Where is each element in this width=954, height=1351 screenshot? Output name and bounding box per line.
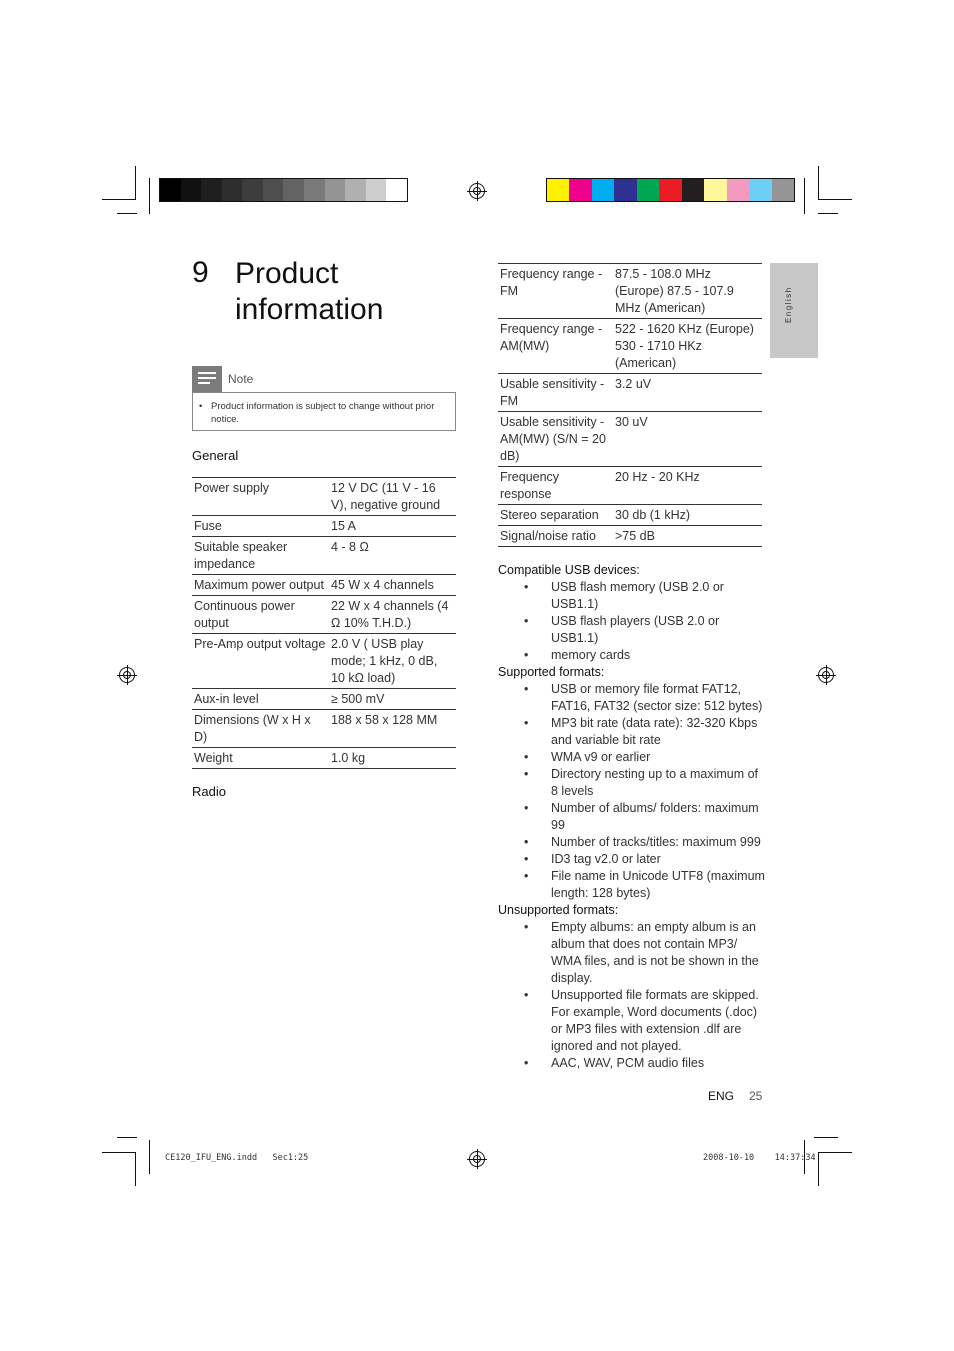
supported-label: Supported formats: (498, 665, 605, 679)
table-row (192, 748, 456, 769)
note-box (192, 392, 456, 431)
spec-name: Frequency range - FM (498, 264, 613, 319)
crop-mark (135, 166, 136, 200)
table-row (192, 596, 456, 634)
table-row (498, 467, 762, 505)
swatch (727, 179, 749, 201)
swatch (304, 179, 325, 201)
crop-mark (818, 166, 819, 200)
table-row (192, 710, 456, 748)
crop-mark (818, 199, 852, 200)
slug-timestamp: 2008-10-10 14:37:34 (703, 1153, 816, 1163)
note-label: Note (228, 372, 254, 386)
radio-spec-table (498, 263, 762, 547)
table-row (192, 575, 456, 596)
table-row (498, 505, 762, 526)
language-tab (770, 263, 818, 358)
spec-value: 22 W x 4 channels (4 Ω 10% T.H.D.) (329, 596, 456, 634)
spec-name: Dimensions (W x H x D) (192, 710, 329, 748)
swatch (345, 179, 366, 201)
spec-name: Continuous power output (192, 596, 329, 634)
table-row (498, 526, 762, 547)
spec-value: ≥ 500 mV (329, 689, 456, 710)
swatch (704, 179, 726, 201)
crop-mark (818, 213, 838, 214)
spec-name: Aux-in level (192, 689, 329, 710)
section-label-radio: Radio (192, 784, 226, 799)
list-item: • USB flash memory (USB 2.0 or USB1.1) (498, 579, 768, 613)
swatch (569, 179, 591, 201)
swatch (547, 179, 569, 201)
page-title: Product information (235, 257, 384, 326)
crop-mark (818, 1152, 819, 1186)
swatch (366, 179, 387, 201)
list-item: • Directory nesting up to a maximum of 8 levels (498, 766, 768, 800)
spec-value: 30 uV (613, 412, 762, 467)
crop-mark (135, 1152, 136, 1186)
table-row (192, 634, 456, 689)
list-item: • Unsupported file formats are skipped. For example, Word documents (.doc) or MP3 files with extension .dlf are ignored and not played. (498, 987, 768, 1055)
table-row (498, 374, 762, 412)
spec-value: 15 A (329, 516, 456, 537)
language-tab-label: English (784, 286, 793, 323)
swatch (222, 179, 243, 201)
swatch (160, 179, 181, 201)
list-item: • Number of tracks/titles: maximum 999 (498, 834, 768, 851)
spec-value: 20 Hz - 20 KHz (613, 467, 762, 505)
compatible-list (498, 579, 768, 664)
spec-value: 2.0 V ( USB play mode; 1 kHz, 0 dB, 10 kΩ load) (329, 634, 456, 689)
crop-mark (149, 178, 150, 214)
spec-name: Fuse (192, 516, 329, 537)
spec-value: 45 W x 4 channels (329, 575, 456, 596)
swatch (772, 179, 794, 201)
crop-mark (117, 1137, 137, 1138)
unsupported-list (498, 919, 768, 1072)
spec-value: 522 - 1620 KHz (Europe) 530 - 1710 HKz (American) (613, 319, 762, 374)
table-row (498, 412, 762, 467)
note-icon (192, 366, 222, 392)
swatch (201, 179, 222, 201)
chapter-number: 9 (192, 256, 209, 289)
supported-list (498, 681, 768, 902)
list-item: • File name in Unicode UTF8 (maximum length: 128 bytes) (498, 868, 768, 902)
registration-mark-icon (818, 667, 834, 683)
swatch (614, 179, 636, 201)
crop-mark (804, 178, 805, 214)
swatch (659, 179, 681, 201)
list-item: • AAC, WAV, PCM audio files (498, 1055, 768, 1072)
spec-name: Stereo separation (498, 505, 613, 526)
crop-mark (102, 199, 136, 200)
spec-value: 3.2 uV (613, 374, 762, 412)
spec-name: Suitable speaker impedance (192, 537, 329, 575)
unsupported-label: Unsupported formats: (498, 903, 619, 917)
compatible-label: Compatible USB devices: (498, 563, 640, 577)
registration-mark-icon (119, 667, 135, 683)
spec-name: Usable sensitivity - AM(MW) (S/N = 20 dB) (498, 412, 613, 467)
swatch (242, 179, 263, 201)
swatch (592, 179, 614, 201)
spec-value: >75 dB (613, 526, 762, 547)
spec-name: Weight (192, 748, 329, 769)
list-item: • MP3 bit rate (data rate): 32-320 Kbps and variable bit rate (498, 715, 768, 749)
crop-mark (149, 1140, 150, 1174)
swatch (386, 179, 407, 201)
spec-value: 87.5 - 108.0 MHz (Europe) 87.5 - 107.9 MHz (American) (613, 264, 762, 319)
swatch (682, 179, 704, 201)
table-row (192, 478, 456, 516)
registration-mark-icon (469, 183, 485, 199)
list-item: • Number of albums/ folders: maximum 99 (498, 800, 768, 834)
table-row (192, 537, 456, 575)
spec-name: Usable sensitivity - FM (498, 374, 613, 412)
spec-value: 188 x 58 x 128 MM (329, 710, 456, 748)
swatch (749, 179, 771, 201)
list-item: • WMA v9 or earlier (498, 749, 768, 766)
table-row (192, 689, 456, 710)
spec-name: Signal/noise ratio (498, 526, 613, 547)
swatch (263, 179, 284, 201)
list-item: • Empty albums: an empty album is an album that does not contain MP3/ WMA files, and is not be shown in the display. (498, 919, 768, 987)
page-number: 25 (749, 1089, 763, 1103)
spec-name: Maximum power output (192, 575, 329, 596)
swatch (325, 179, 346, 201)
swatch (283, 179, 304, 201)
swatch (181, 179, 202, 201)
note-text: • Product information is subject to change without prior notice. (211, 400, 447, 426)
spec-value: 30 db (1 kHz) (613, 505, 762, 526)
table-row (498, 264, 762, 319)
crop-mark (117, 213, 137, 214)
list-item: • USB flash players (USB 2.0 or USB1.1) (498, 613, 768, 647)
list-item: • USB or memory file format FAT12, FAT16, FAT32 (sector size: 512 bytes) (498, 681, 768, 715)
table-row (498, 319, 762, 374)
crop-mark (814, 1137, 838, 1138)
spec-name: Power supply (192, 478, 329, 516)
list-item: • memory cards (498, 647, 768, 664)
slug-filename: CE120_IFU_ENG.indd Sec1:25 (165, 1153, 309, 1163)
grayscale-bar (159, 178, 408, 202)
spec-value: 4 - 8 Ω (329, 537, 456, 575)
footer-language: ENG (708, 1089, 735, 1103)
crop-mark (102, 1152, 136, 1153)
section-label-general: General (192, 448, 239, 463)
spec-name: Frequency range - AM(MW) (498, 319, 613, 374)
spec-value: 1.0 kg (329, 748, 456, 769)
table-row (192, 516, 456, 537)
spec-name: Pre-Amp output voltage (192, 634, 329, 689)
usb-section (498, 562, 768, 1072)
swatch (637, 179, 659, 201)
crop-mark (818, 1152, 852, 1153)
spec-name: Frequency response (498, 467, 613, 505)
registration-mark-icon (469, 1151, 485, 1167)
list-item: • ID3 tag v2.0 or later (498, 851, 768, 868)
spec-value: 12 V DC (11 V - 16 V), negative ground (329, 478, 456, 516)
general-spec-table (192, 477, 456, 769)
color-bar (546, 178, 795, 202)
